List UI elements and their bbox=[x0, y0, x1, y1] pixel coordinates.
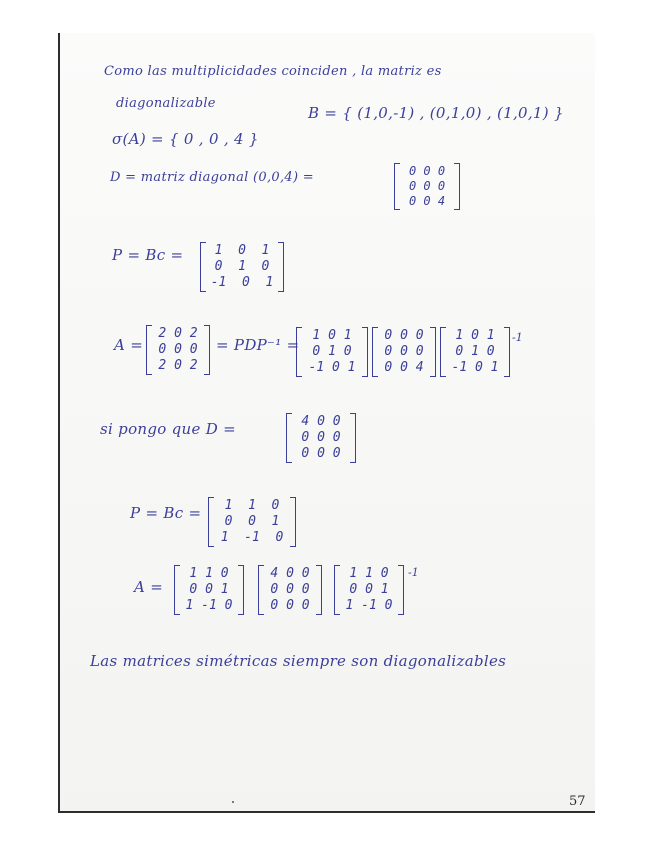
matrix-row: 0 0 1 bbox=[189, 582, 229, 597]
matrix-row: 1 0 1 bbox=[455, 328, 495, 343]
a-d-matrix bbox=[372, 328, 436, 376]
alt-a-p-matrix bbox=[174, 566, 244, 614]
note-line-2: diagonalizable bbox=[116, 96, 216, 111]
matrix-row: 0 0 0 bbox=[158, 342, 198, 357]
matrix-row: 0 1 0 bbox=[312, 344, 352, 359]
matrix-row: 0 0 4 bbox=[384, 360, 424, 375]
note-line-1: Como las multiplicidades coinciden , la matriz es bbox=[104, 64, 442, 79]
matrix-row: 0 0 0 bbox=[270, 582, 310, 597]
inverse-exponent: -1 bbox=[512, 331, 523, 344]
matrix-row: 1 -1 0 bbox=[345, 598, 393, 613]
matrix-row: 1 0 1 bbox=[312, 328, 352, 343]
matrix-row: 1 0 1 bbox=[214, 243, 270, 258]
matrix-row: 0 0 0 bbox=[408, 164, 446, 178]
matrix-row: 2 0 2 bbox=[158, 326, 198, 341]
paper-mark bbox=[232, 801, 234, 803]
a-p-inverse-matrix bbox=[440, 328, 510, 376]
page-number: 57 bbox=[569, 794, 586, 809]
matrix-row: 0 1 0 bbox=[214, 259, 270, 274]
basis-set: B = { (1,0,-1) , (0,1,0) , (1,0,1) } bbox=[308, 104, 564, 122]
matrix-row: 0 0 4 bbox=[408, 194, 446, 208]
a-label: A = bbox=[114, 336, 144, 354]
matrix-row: 2 0 2 bbox=[158, 358, 198, 373]
alt-p-matrix bbox=[208, 498, 296, 546]
alt-inverse-exponent: -1 bbox=[408, 566, 419, 579]
a-p-matrix bbox=[296, 328, 368, 376]
matrix-row: 0 0 0 bbox=[384, 344, 424, 359]
matrix-row: 0 0 1 bbox=[224, 514, 280, 529]
alt-p-definition: P = Bc = bbox=[130, 504, 202, 522]
d-matrix bbox=[394, 164, 460, 209]
alt-a-p-inverse-matrix bbox=[334, 566, 404, 614]
alt-a-label: A = bbox=[134, 578, 164, 596]
matrix-row: -1 0 1 bbox=[308, 360, 356, 375]
matrix-row: 1 -1 0 bbox=[220, 530, 284, 545]
matrix-row: -1 0 1 bbox=[451, 360, 499, 375]
alt-a-d-matrix bbox=[258, 566, 322, 614]
conclusion: Las matrices simétricas siempre son diagonalizables bbox=[90, 652, 507, 670]
matrix-row: -1 0 1 bbox=[210, 275, 274, 290]
matrix-row: 4 0 0 bbox=[270, 566, 310, 581]
matrix-row: 1 1 0 bbox=[224, 498, 280, 513]
matrix-row: 4 0 0 bbox=[301, 414, 341, 429]
matrix-row: 1 -1 0 bbox=[185, 598, 233, 613]
matrix-row: 0 0 0 bbox=[301, 446, 341, 461]
pdp-equation: = PDP⁻¹ = bbox=[216, 336, 300, 354]
matrix-row: 0 0 0 bbox=[301, 430, 341, 445]
alt-intro: si pongo que D = bbox=[100, 420, 237, 438]
d-definition: D = matriz diagonal (0,0,4) = bbox=[110, 170, 314, 185]
matrix-row: 0 0 0 bbox=[270, 598, 310, 613]
spectrum: σ(A) = { 0 , 0 , 4 } bbox=[112, 130, 259, 148]
p-definition: P = Bc = bbox=[112, 246, 184, 264]
matrix-row: 0 0 0 bbox=[384, 328, 424, 343]
matrix-row: 1 1 0 bbox=[189, 566, 229, 581]
matrix-row: 0 0 1 bbox=[349, 582, 389, 597]
matrix-row: 0 1 0 bbox=[455, 344, 495, 359]
alt-d-matrix bbox=[286, 414, 356, 462]
a-matrix bbox=[146, 326, 210, 374]
matrix-row: 0 0 0 bbox=[408, 179, 446, 193]
matrix-row: 1 1 0 bbox=[349, 566, 389, 581]
p-matrix bbox=[200, 243, 284, 291]
